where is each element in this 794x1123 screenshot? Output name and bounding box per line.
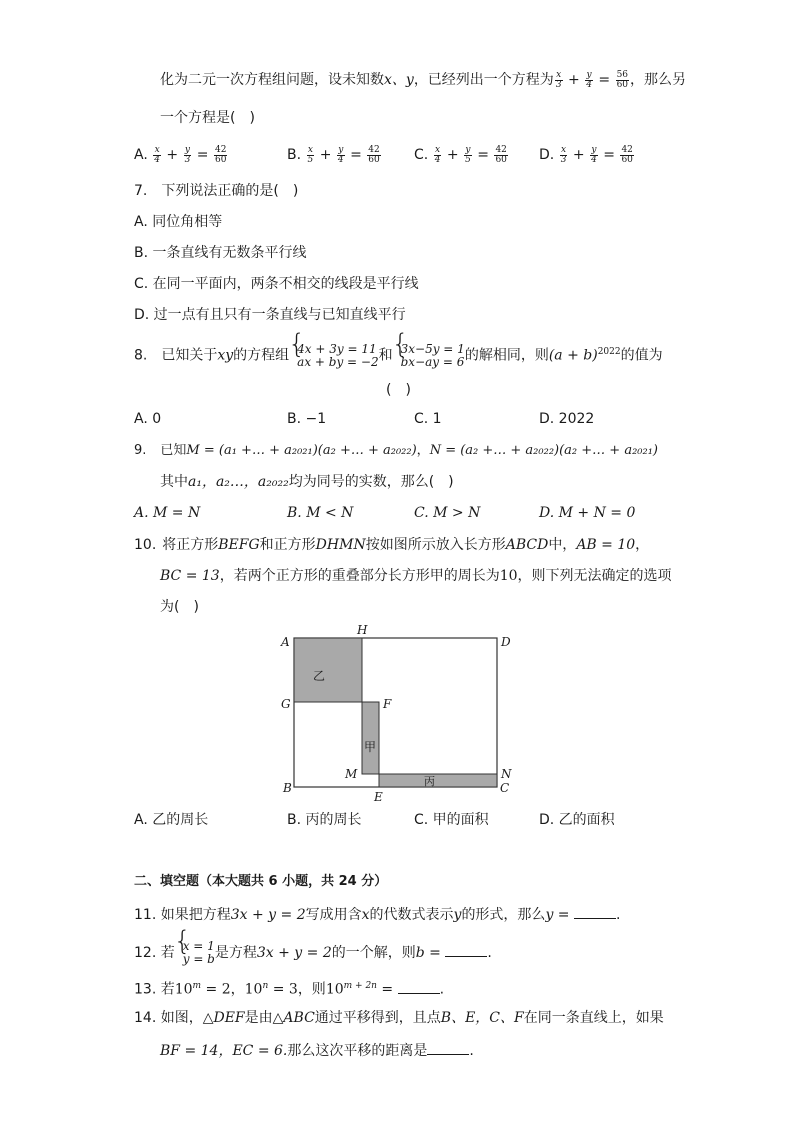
q13: 13. 若$10^m = 2$，$10^n = 3$，则$10^{m + 2n}$ = . [134,976,444,1000]
q10-option-d[interactable]: D. 乙的面积 [539,812,615,828]
label-b: B [283,781,292,795]
q9-line2: 其中a₁，a₂…，a₂₀₂₂均为同号的实数，那么( ) [160,474,454,490]
q10-option-c[interactable]: C. 甲的面积 [414,812,489,828]
region-jia [362,702,379,774]
q12-system: { x = 1 y = b [175,940,215,966]
q7-stem: 7. 下列说法正确的是( ) [134,183,299,199]
label-g: G [281,697,291,711]
q6-line2: 一个方程是( ) [160,110,255,126]
q14-line2: BF = 14，EC = 6.那么这次平移的距离是 . [160,1040,474,1061]
q11-answer-blank[interactable] [574,904,616,919]
q10-line3: 为( ) [160,599,199,615]
q9-option-c[interactable]: C. M > N [414,505,481,521]
q6-option-a[interactable]: A. $\frac{x}{4}$ + $\frac{y}{3}$ = $\frac{42}{60}$ [134,144,227,165]
q6-given-equation: $\frac{x}{3}$ + $\frac{y}{4}$ = $\frac{56}{60}$ [555,69,629,90]
q10-option-a[interactable]: A. 乙的周长 [134,812,209,828]
section-heading: 二、填空题（本大题共 6 小题，共 24 分） [134,874,388,889]
q7-option-d[interactable]: D. 过一点有且只有一条直线与已知直线平行 [134,307,406,323]
q9-option-b[interactable]: B. M < N [287,505,354,521]
region-yi [294,638,362,702]
q9-option-d[interactable]: D. M + N = 0 [539,505,636,521]
q8-option-b[interactable]: B. −1 [287,411,327,427]
label-n: N [501,767,512,781]
q8-stem: 8. 已知关于xy的方程组 { 4x + 3y = 11 ax + by = −2 和 { 3x−5y = 1 bx−ay = 6 的解相同，则$(a + b)^{2022}$的值为 [134,342,663,369]
label-m: M [345,767,358,781]
q8-system-2: { 3x−5y = 1 bx−ay = 6 [393,343,465,369]
q11: 11. 如果把方程3x + y = 2写成用含x的代数式表示y的形式，那么y = . [134,904,620,925]
q9-option-a[interactable]: A. M = N [134,505,201,521]
q9-line1: 9. 已知M = (a₁ +… + a₂₀₂₁)(a₂ +… + a₂₀₂₂)，N = (a₂ +… + a₂₀₂₂)(a₂ +… + a₂₀₂₁) [134,443,658,458]
q6-option-c[interactable]: C. $\frac{x}{4}$ + $\frac{y}{5}$ = $\frac{42}{60}$ [414,144,507,165]
q10-figure [270,618,530,803]
label-d: D [501,635,511,649]
q6-line1: 化为二元一次方程组问题，设未知数x、y，已经列出一个方程为 $\frac{x}{3}$ + $\frac{y}{4}$ = $\frac{56}{60}$ ，那么另 [160,69,687,90]
q12-answer-blank[interactable] [445,942,487,957]
q7-option-b[interactable]: B. 一条直线有无数条平行线 [134,245,307,261]
label-yi: 乙 [313,669,326,683]
label-f: F [383,697,392,711]
region-bing [379,774,497,787]
q8-option-d[interactable]: D. 2022 [539,411,595,427]
label-a: A [281,635,290,649]
label-jia: 甲 [364,740,377,754]
q7-option-c[interactable]: C. 在同一平面内，两条不相交的线段是平行线 [134,276,419,292]
q7-option-a[interactable]: A. 同位角相等 [134,214,223,230]
q14-answer-blank[interactable] [427,1040,469,1055]
q6-option-d[interactable]: D. $\frac{x}{3}$ + $\frac{y}{4}$ = $\frac{42}{60}$ [539,144,633,165]
label-bing: 丙 [424,775,435,788]
q6-option-b[interactable]: B. $\frac{x}{5}$ + $\frac{y}{4}$ = $\frac{42}{60}$ [287,144,380,165]
q10-option-b[interactable]: B. 丙的周长 [287,812,362,828]
q8-paren: ( ) [386,382,411,398]
q12: 12. 若 { x = 1 y = b 是方程3x + y = 2的一个解，则b = . [134,940,492,966]
q14-line1: 14. 如图，△DEF是由△ABC通过平移得到，且点B、E，C、F在同一条直线上，如果 [134,1010,664,1026]
label-h: H [357,623,368,637]
q8-option-a[interactable]: A. 0 [134,411,162,427]
q8-system-1: { 4x + 3y = 11 ax + by = −2 [289,343,378,369]
label-e: E [374,790,383,803]
q8-option-c[interactable]: C. 1 [414,411,442,427]
q13-answer-blank[interactable] [398,979,440,994]
q10-line2: BC = 13，若两个正方形的重叠部分长方形甲的周长为10，则下列无法确定的选项 [160,568,672,584]
q10-line1: 10. 将正方形BEFG和正方形DHMN按如图所示放入长方形ABCD中，AB = 10， [134,537,650,553]
label-c: C [500,781,510,795]
